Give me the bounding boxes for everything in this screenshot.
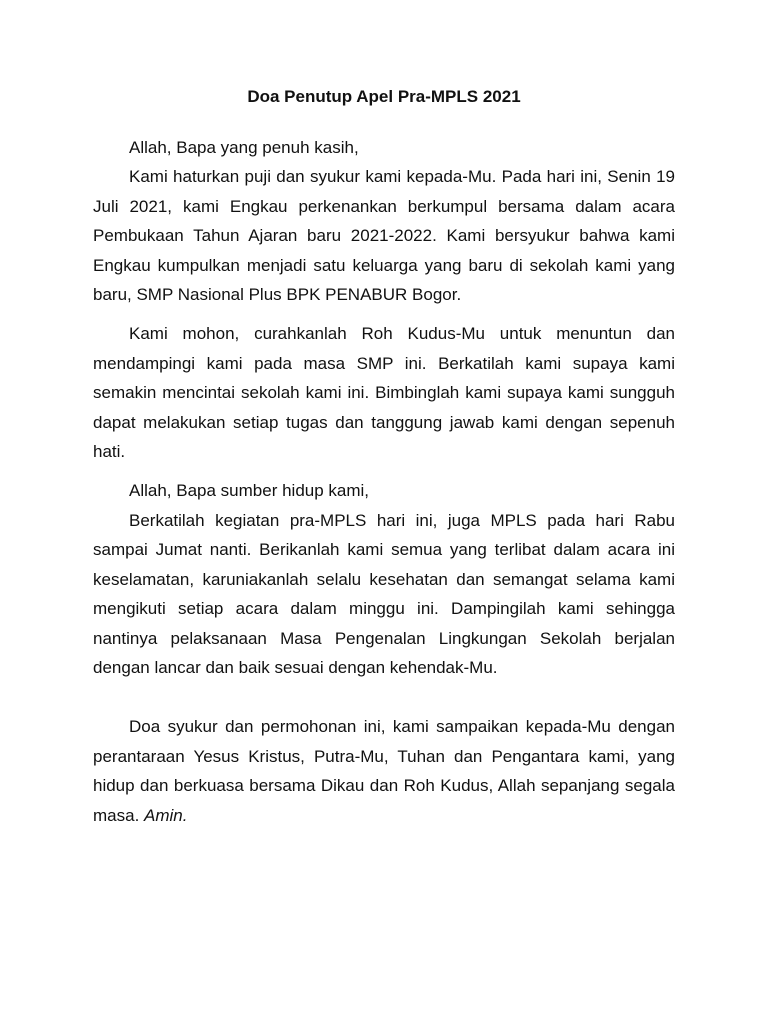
paragraph-spacer [93, 309, 675, 319]
paragraph-petition: Kami mohon, curahkanlah Roh Kudus-Mu untuk menuntun dan mendampingi kami pada masa SMP ini. Berkatilah kami supaya kami semakin mencintai sekolah kami ini. Bimbinglah kami supaya kami sungguh dapat melakukan setiap tugas dan tanggung jawab kami dengan sepenuh hati. [93, 324, 675, 462]
paragraph-thanksgiving: Kami haturkan puji dan syukur kami kepada-Mu. Pada hari ini, Senin 19 Juli 2021, kami Engkau perkenankan berkumpul bersama dalam acara Pembukaan Tahun Ajaran baru 2021-2022. Kami bersyukur bahwa kami Engkau kumpulkan menjadi satu keluarga yang baru di sekolah kami yang baru, SMP Nasional Plus BPK PENABUR Bogor. [93, 167, 675, 305]
paragraph-blessing: Berkatilah kegiatan pra-MPLS hari ini, juga MPLS pada hari Rabu sampai Jumat nanti. Berikanlah kami semua yang terlibat dalam acara ini keselamatan, karuniakanlah selalu kesehatan dan semangat selama kami mengikuti setiap acara dalam minggu ini. Dampingilah kami sehingga nantinya pelaksanaan Masa Pengenalan Lingkungan Sekolah berjalan dengan lancar dan baik sesuai dengan kehendak-Mu. [93, 510, 675, 677]
paragraph-spacer [93, 466, 675, 476]
paragraph-invocation-1: Allah, Bapa yang penuh kasih, [129, 138, 359, 157]
document-title: Doa Penutup Apel Pra-MPLS 2021 [247, 87, 521, 106]
closing-text: Doa syukur dan permohonan ini, kami sampaikan kepada-Mu dengan perantaraan Yesus Kristus, Putra-Mu, Tuhan dan Pengantara kami, yang hidup dan berkuasa bersama Dikau dan Roh Kudus, Allah sepanjang segala masa. [93, 717, 675, 825]
paragraph-invocation-2: Allah, Bapa sumber hidup kami, [129, 481, 370, 501]
document-page [93, 82, 675, 830]
paragraph-closing [93, 712, 675, 830]
paragraph-spacer [93, 682, 675, 712]
closing-amen: Amin. [144, 805, 188, 825]
